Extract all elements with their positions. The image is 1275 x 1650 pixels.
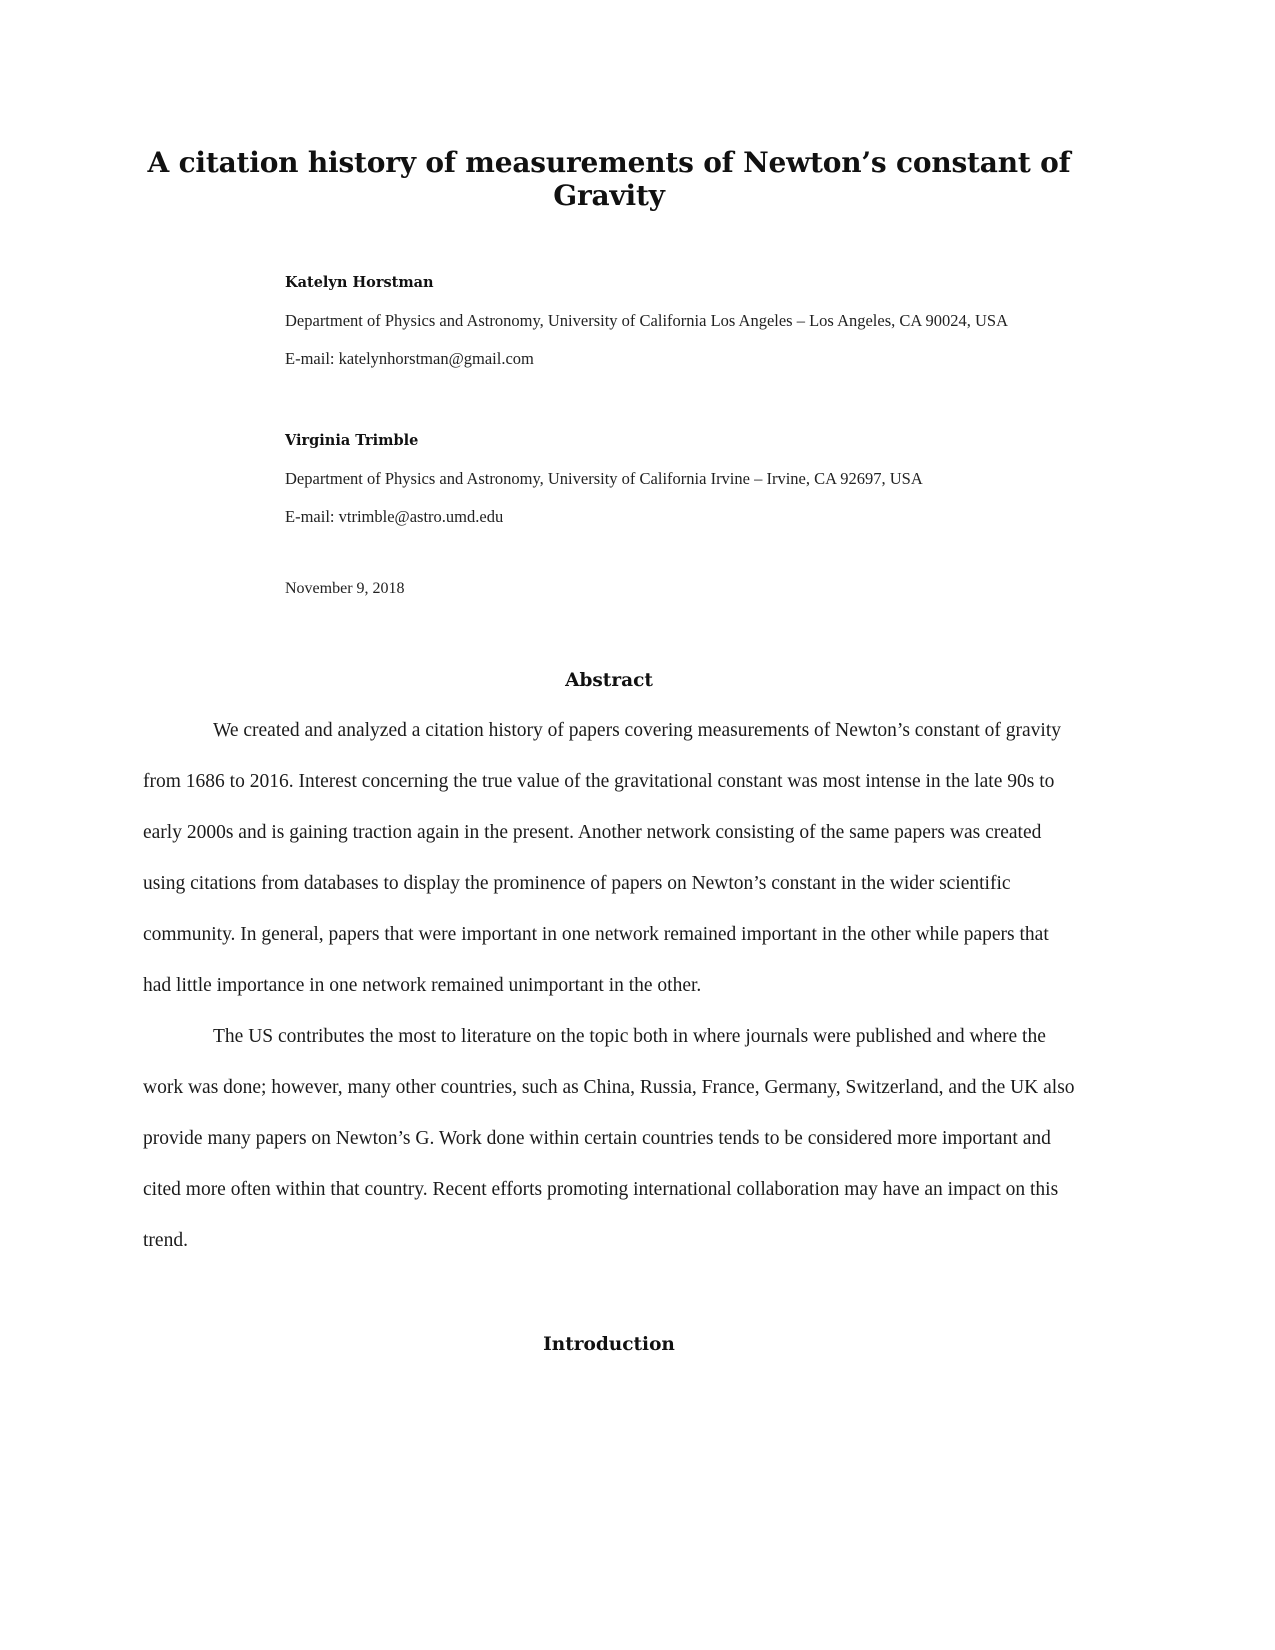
author-email: E-mail: vtrimble@astro.umd.edu bbox=[285, 507, 504, 526]
paper-title: A citation history of measurements of Newton’s constant of Gravity bbox=[147, 146, 1071, 212]
author-block-first bbox=[285, 264, 1075, 378]
author-block-second bbox=[285, 422, 1075, 536]
author-name: Katelyn Horstman bbox=[285, 274, 434, 291]
author-email: E-mail: katelynhorstman@gmail.com bbox=[285, 349, 534, 368]
introduction-heading: Introduction bbox=[543, 1334, 675, 1355]
abstract-paragraph-2: The US contributes the most to literature on the topic both in where journals were published and where the work was done; however, many other countries, such as China, Russia, France, Germany, Switzerland, and the UK also provide many papers on Newton’s G. Work done within certain countries tends to be considered more important and cited more often within that country. Recent efforts promoting international collaboration may have an impact on this trend. bbox=[143, 1026, 1075, 1251]
author-affiliation: Department of Physics and Astronomy, University of California Los Angeles – Los Angeles, CA 90024, USA bbox=[285, 311, 1009, 330]
author-name: Virginia Trimble bbox=[285, 432, 419, 449]
paper-date: November 9, 2018 bbox=[285, 580, 405, 597]
author-affiliation: Department of Physics and Astronomy, University of California Irvine – Irvine, CA 92697, USA bbox=[285, 469, 923, 488]
abstract-heading: Abstract bbox=[565, 670, 653, 691]
abstract-paragraph-1: We created and analyzed a citation history of papers covering measurements of Newton’s constant of gravity from 1686 to 2016. Interest concerning the true value of the gravitational constant was most intense in the late 90s to early 2000s and is gaining traction again in the present. Another network consisting of the same papers was created using citations from databases to display the prominence of papers on Newton’s constant in the wider scientific community. In general, papers that were important in one network remained important in the other while papers that had little importance in one network remained unimportant in the other. bbox=[143, 720, 1062, 996]
